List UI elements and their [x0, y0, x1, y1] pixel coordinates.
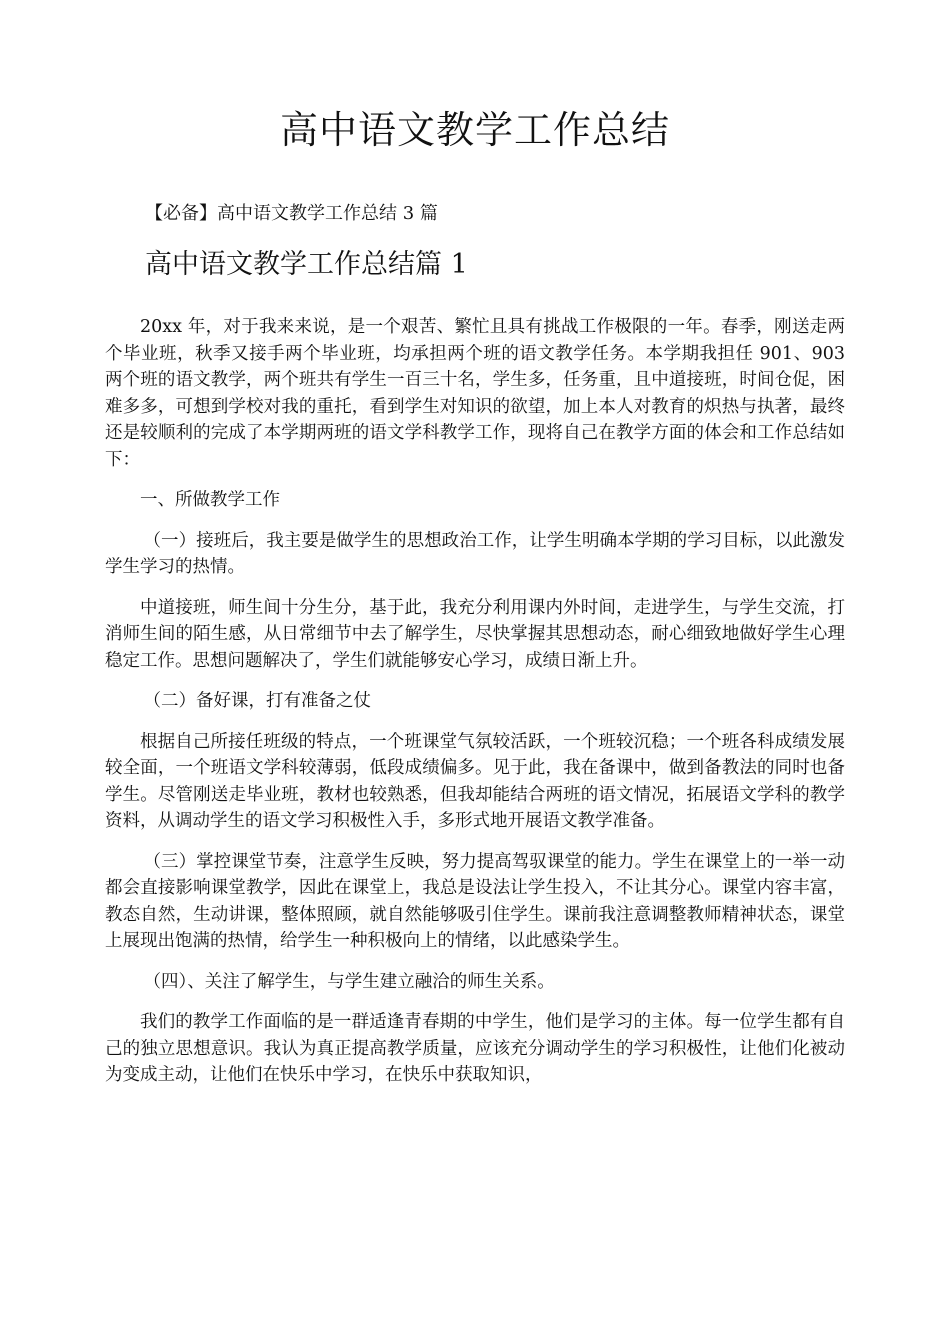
paragraph-item-2: （二）备好课，打有准备之仗: [143, 691, 371, 711]
paragraph-item-3: （三）掌控课堂节奏，注意学生反映，努力提高驾驭课堂的能力。学生在课堂上的一举一动都会直接影响课堂教学，因此在课堂上，我总是设法让学生投入，不让其分心。课堂内容丰富，教态自然，生动讲课，整体照顾，就自然能够吸引住学生。课前我注意调整教师精神状态，课堂上展现出饱满的热情，给学生一种积极向上的情绪，以此感染学生。: [105, 851, 845, 951]
paragraph-item-4: （四）、关注了解学生，与学生建立融洽的师生关系。: [143, 971, 555, 992]
document-title: 高中语文教学工作总结: [279, 108, 670, 152]
document-body: [105, 314, 845, 1103]
section-heading: 高中语文教学工作总结篇 1: [145, 249, 468, 280]
paragraph-body-4: 我们的教学工作面临的是一群适逢青春期的中学生，他们是学习的主体。每一位学生都有自己的独立思想意识。我认为真正提高教学质量，应该充分调动学生的学习积极性，让他们化被动为变成主动，让他们在快乐中学习，在快乐中获取知识，: [105, 1012, 845, 1085]
paragraph-intro: 20xx 年，对于我来来说，是一个艰苦、繁忙且具有挑战工作极限的一年。春季，刚送走两个毕业班，秋季又接手两个毕业班，均承担两个班的语文教学任务。本学期我担任 901、903 两个班的语文教学，两个班共有学生一百三十名，学生多，任务重，且中道接班，时间仓促，困难多多，可想到学校对我的重托，看到学生对知识的欲望，加上本人对教育的炽热与执著，最终还是较顺利的完成了本学期两班的语文学科教学工作，现将自己在教学方面的体会和工作总结如下：: [105, 317, 845, 470]
document-subtitle: 【必备】高中语文教学工作总结 3 篇: [145, 203, 438, 224]
paragraph-heading-work: 一、所做教学工作: [140, 490, 280, 510]
paragraph-body-1: 中道接班，师生间十分生分，基于此，我充分利用课内外时间，走进学生，与学生交流，打消师生间的陌生感，从日常细节中去了解学生，尽快掌握其思想动态，耐心细致地做好学生心理稳定工作。思想问题解决了，学生们就能够安心学习，成绩日渐上升。: [105, 597, 845, 671]
paragraph-item-1: （一）接班后，我主要是做学生的思想政治工作，让学生明确本学期的学习目标，以此激发学生学习的热情。: [105, 530, 845, 577]
paragraph-body-2: 根据自己所接任班级的特点，一个班课堂气氛较活跃，一个班较沉稳；一个班各科成绩发展较全面，一个班语文学科较薄弱，低段成绩偏多。见于此，我在备课中，做到备教法的同时也备学生。尽管刚送走毕业班，教材也较熟悉，但我却能结合两班的语文情况，拓展语文学科的教学资料，从调动学生的语文学习积极性入手，多形式地开展语文教学准备。: [105, 731, 845, 831]
